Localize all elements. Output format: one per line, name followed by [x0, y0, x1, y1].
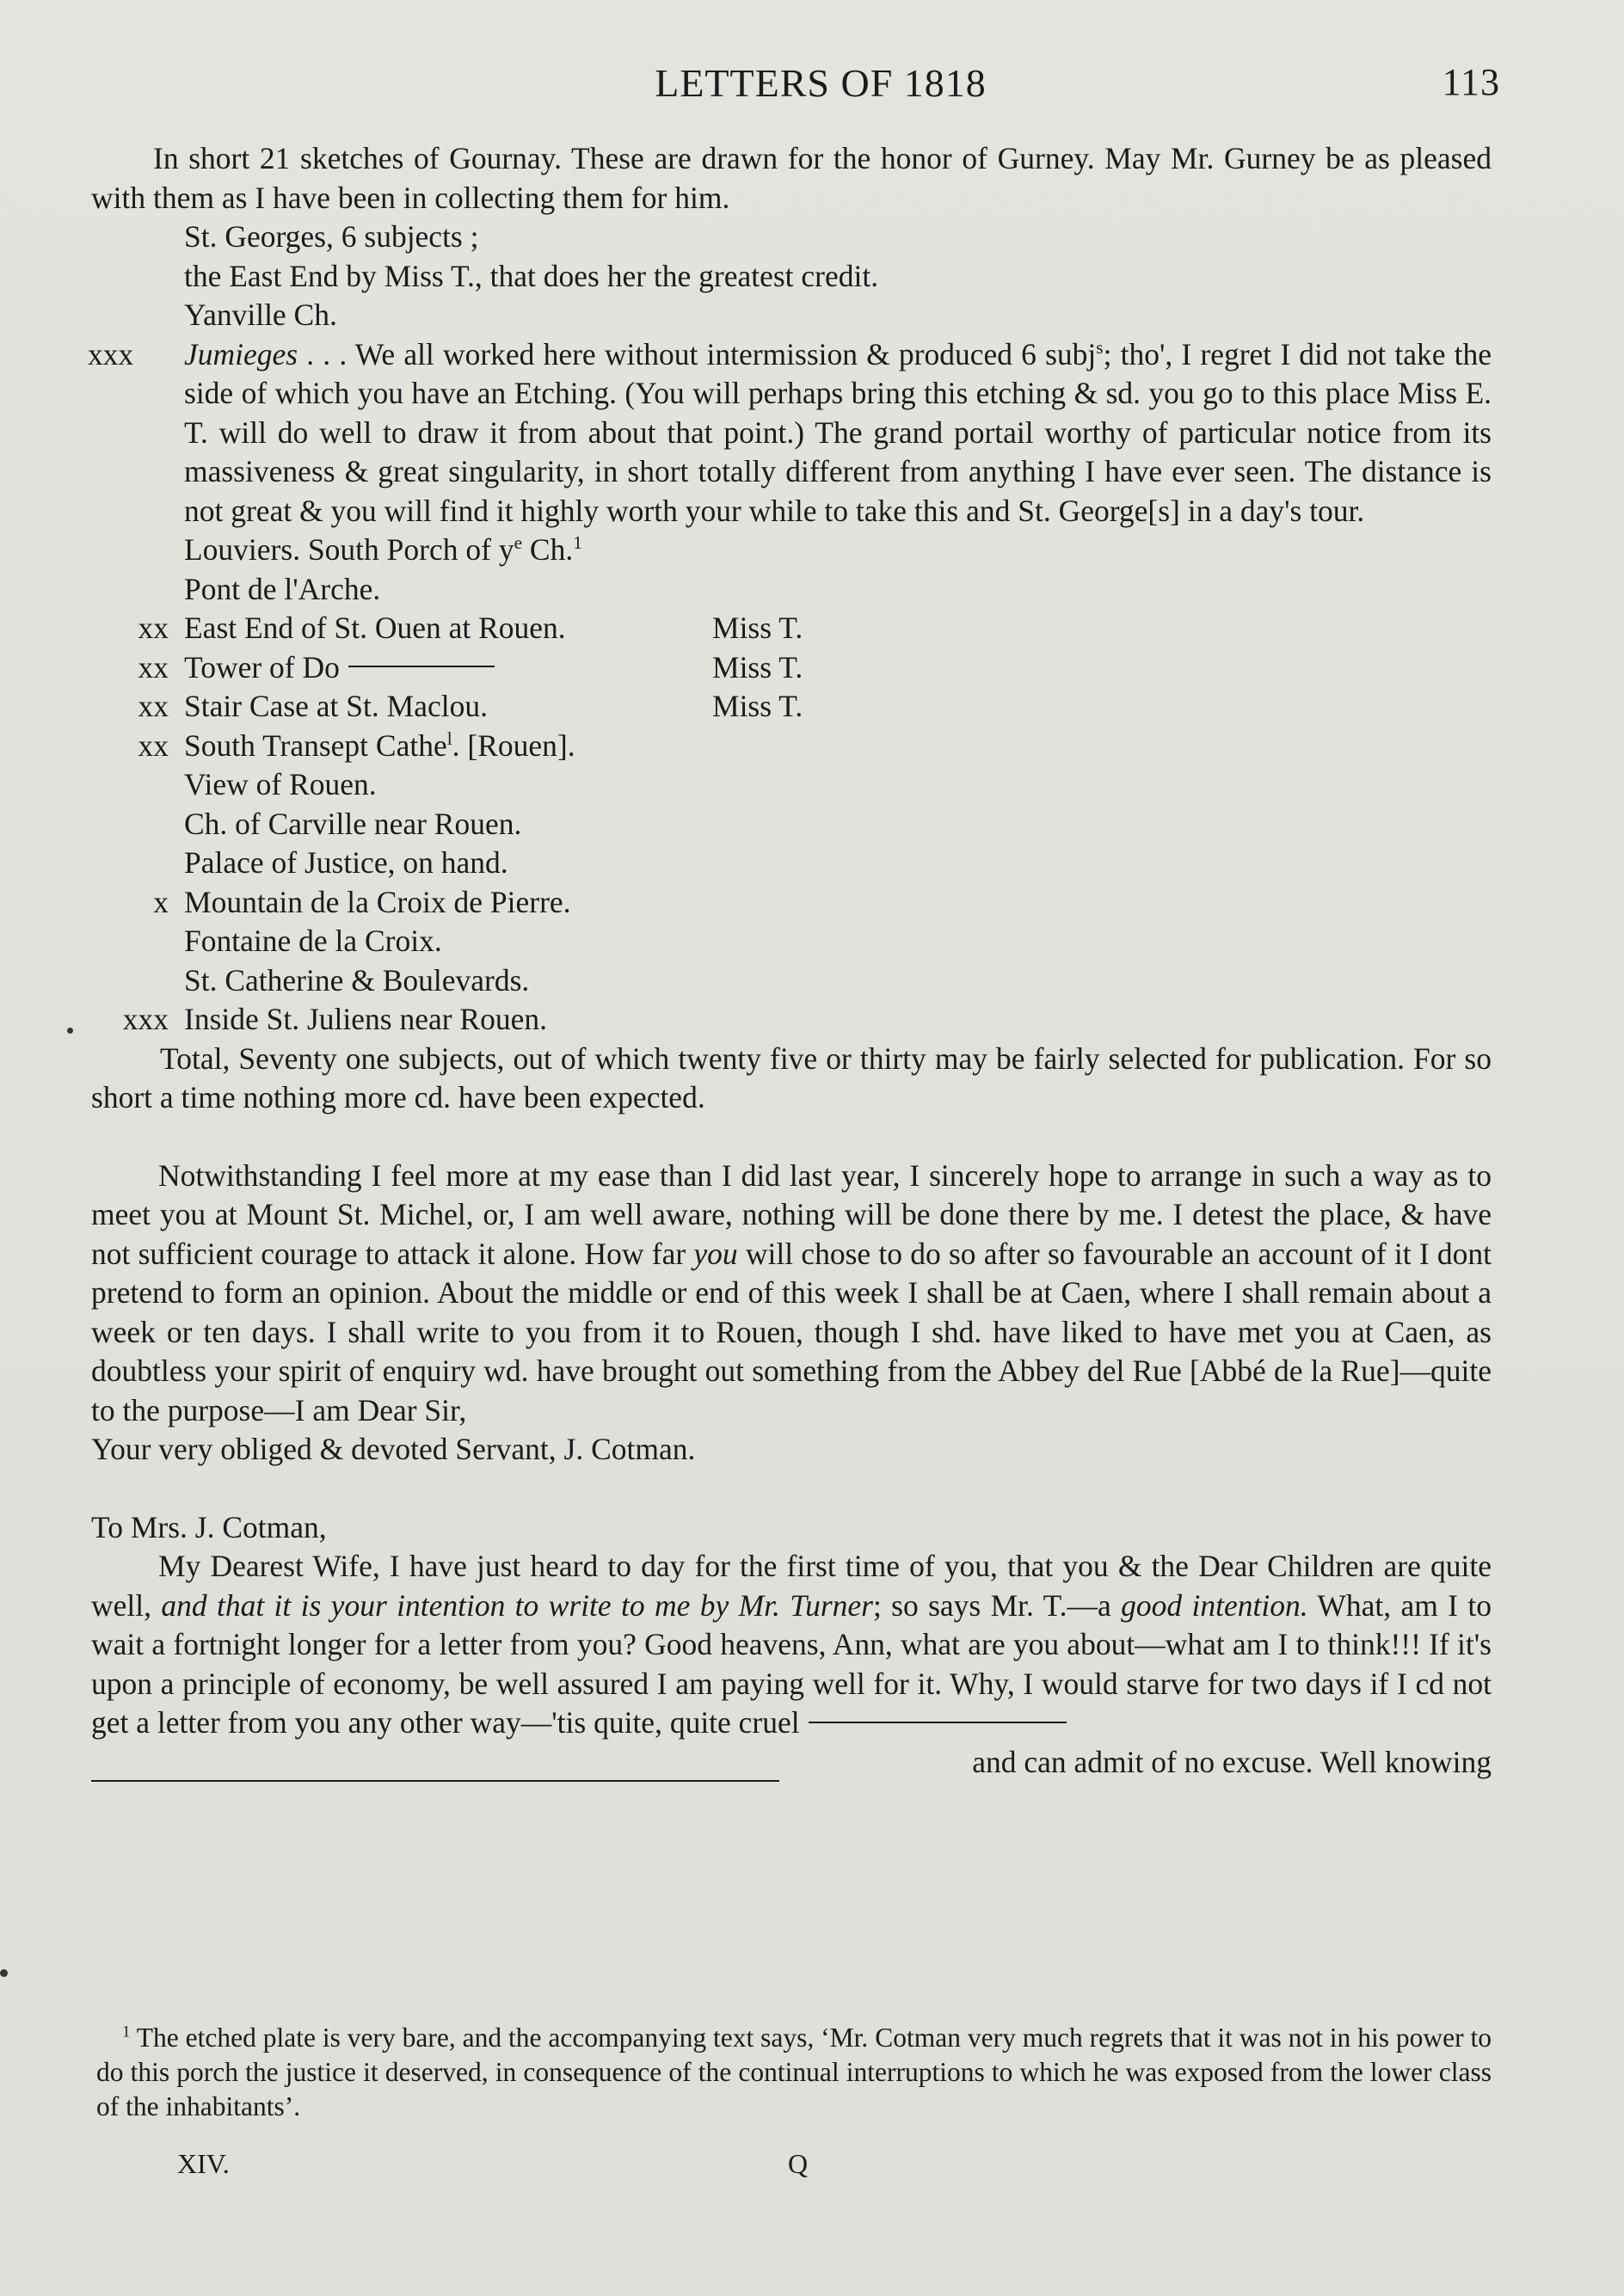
- list-item: xx Stair Case at St. Maclou. Miss T.: [138, 689, 803, 723]
- list-item: xx East End of St. Ouen at Rouen. Miss T.: [138, 611, 803, 645]
- volume-signature: XIV.: [177, 2148, 230, 2179]
- letter-address: To Mrs. J. Cotman,: [91, 1509, 327, 1544]
- list-item: xx South Transept Cathe$^l$. [Rouen].: [138, 727, 575, 763]
- paragraph-continuation: and can admit of no excuse. Well knowing: [91, 1743, 1492, 1783]
- ink-speck: [0, 1969, 8, 1977]
- list-gournay: [91, 218, 1492, 335]
- list-item: x Mountain de la Croix de Pierre.: [153, 884, 571, 919]
- dash-rule: [91, 1743, 779, 1783]
- list-item: View of Rouen.: [184, 767, 377, 801]
- paragraph-dearest-wife: My Dearest Wife, I have just heard to day for the first time of you, that you & the Dear Children are quite well, and that it is your intention to write to me by Mr. Turner; so says Mr. T.—a good intention. What, am I to wait a fortnight longer for a letter from you? Good heavens, Ann, what are you about—what am I to think!!! If it's upon a principle of economy, be well assured I am paying well for it. Why, I would starve for two days if I cd not get a letter from you any other way—'tis quite, quite cruel: [91, 1549, 1492, 1740]
- paragraph-gournay: In short 21 sketches of Gournay. These are drawn for the honor of Gurney. May Mr. Gurney be as pleased with them as I have been in collecting them for him.: [91, 141, 1492, 215]
- ink-speck: [67, 1028, 73, 1034]
- list-item: St. Georges, 6 subjects ;: [184, 219, 479, 254]
- entry-jumieges: xxx Jumieges . . . We all worked here without intermission & produced 6 subj$^s$; tho', I regret I did not take the side of which you have an Etching. (You will perhaps bring this etching & sd. you go to this place Miss E. T. will do well to draw it from about that point.) The grand portail worthy of particular notice from its massiveness & great singularity, in short totally different from anything I have ever seen. The distance is not great & you will find it highly worth your while to take this and St. George[s] in a day's tour.: [88, 336, 1492, 528]
- list-item: Fontaine de la Croix.: [184, 924, 442, 958]
- jumieges-title: Jumieges: [184, 336, 298, 371]
- running-title: LETTERS OF 1818: [655, 61, 987, 105]
- list-item: Yanville Ch.: [184, 298, 337, 332]
- ditto-rule: [348, 666, 495, 667]
- list-rouen: [91, 570, 1492, 1040]
- list-item: Ch. of Carville near Rouen.: [184, 806, 522, 841]
- page-body: [88, 139, 1492, 1782]
- footnote-ref: 1: [573, 532, 582, 554]
- list-item: St. Catherine & Boulevards.: [184, 962, 530, 998]
- list-item: Palace of Justice, on hand.: [184, 845, 508, 880]
- footnote: $^1$ The etched plate is very bare, and the accompanying text says, ‘Mr. Cotman very much regrets that it was not in his power to do this porch the justice it deserved, in consequence of the continual interruptions to which he was exposed from the lower class of the inhabitants’.: [96, 2023, 1492, 2121]
- page-number: 113: [1442, 61, 1500, 103]
- gathering-letter: Q: [788, 2148, 809, 2179]
- list-item: Pont de l'Arche.: [184, 571, 381, 606]
- paragraph-total: Total, Seventy one subjects, out of which twenty five or thirty may be fairly selected for publication. For so short a time nothing more cd. have been expected.: [91, 1041, 1492, 1114]
- closing-signature: Your very obliged & devoted Servant, J. Cotman.: [91, 1432, 696, 1466]
- dash-rule: [809, 1722, 1067, 1723]
- list-item: xx Tower of Do Miss T.: [138, 649, 803, 685]
- paragraph-mount-st-michel: Notwithstanding I feel more at my ease than I did last year, I sincerely hope to arrange in such a way as to meet you at Mount St. Michel, or, I am well aware, nothing will be done there by me. I detest the place, & have not sufficient courage to attack it alone. How far you will chose to do so after so favourable an account of it I dont pretend to form an opinion. About the middle or end of this week I shall be at Caen, where I shall remain about a week or ten days. I shall write to you from it to Rouen, though I shd. have liked to have met you at Caen, as doubtless your spirit of enquiry wd. have brought out something from the Abbey del Rue [Abbé de la Rue]—quite to the purpose—I am Dear Sir,: [91, 1157, 1492, 1427]
- signature-line: [177, 2148, 1624, 2180]
- footnote-number: 1: [122, 2023, 131, 2041]
- list-item: xxx Inside St. Juliens near Rouen.: [122, 1002, 547, 1036]
- running-header: [86, 57, 1555, 117]
- list-item-louviers: Louviers. South Porch of $y^e$ Ch.$^1$: [184, 532, 582, 567]
- list-item: the East End by Miss T., that does her the greatest credit.: [184, 258, 879, 293]
- entry-mark: xxx: [88, 336, 134, 371]
